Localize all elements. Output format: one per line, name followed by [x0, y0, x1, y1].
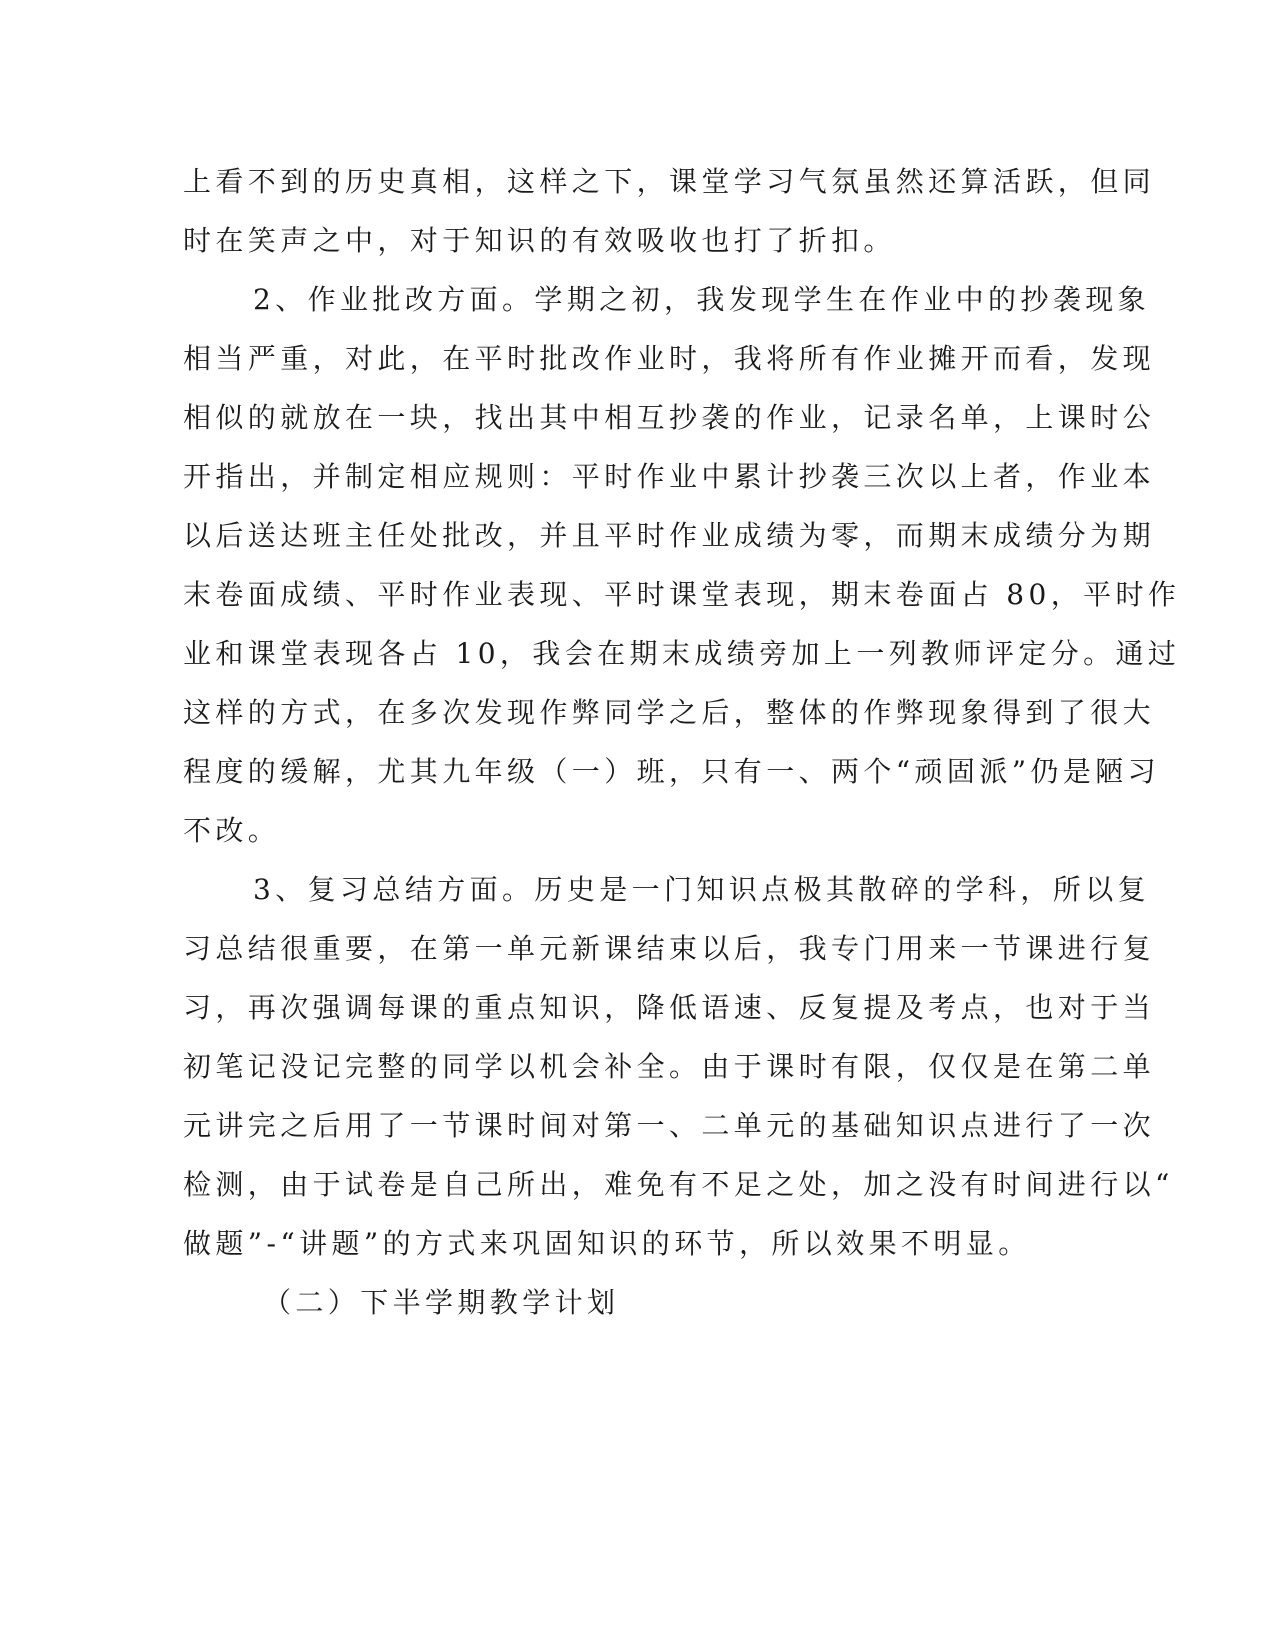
- text-line: 相似的就放在一块，找出其中相互抄袭的作业，记录名单，上课时公: [183, 401, 1156, 434]
- text-line: 检测，由于试卷是自己所出，难免有不足之处，加之没有时间进行以“: [183, 1168, 1174, 1201]
- text-line: 业和课堂表现各占 10，我会在期末成绩旁加上一列教师评定分。通过: [183, 637, 1181, 670]
- text-line: 做题”-“讲题”的方式来巩固知识的环节，所以效果不明显。: [183, 1227, 1031, 1260]
- text-line: 不改。: [183, 814, 281, 847]
- text-line: 相当严重，对此，在平时批改作业时，我将所有作业摊开而看，发现: [183, 342, 1156, 375]
- text-line: 习总结很重要，在第一单元新课结束以后，我专门用来一节课进行复: [183, 932, 1156, 965]
- text-line: 2、作业批改方面。学期之初，我发现学生在作业中的抄袭现象: [253, 283, 1151, 316]
- text-line: 以后送达班主任处批改，并且平时作业成绩为零，而期末成绩分为期: [183, 519, 1156, 552]
- text-line: 元讲完之后用了一节课时间对第一、二单元的基础知识点进行了一次: [183, 1109, 1156, 1142]
- text-line: 这样的方式，在多次发现作弊同学之后，整体的作弊现象得到了很大: [183, 696, 1156, 729]
- text-line: 开指出，并制定相应规则：平时作业中累计抄袭三次以上者，作业本: [183, 460, 1156, 493]
- text-line: 初笔记没记完整的同学以机会补全。由于课时有限，仅仅是在第二单: [183, 1050, 1156, 1083]
- text-line: 习，再次强调每课的重点知识，降低语速、反复提及考点，也对于当: [183, 991, 1156, 1024]
- text-line: 末卷面成绩、平时作业表现、平时课堂表现，期末卷面占 80，平时作: [183, 578, 1181, 611]
- text-line: 程度的缓解，尤其九年级（一）班，只有一、两个“顽固派”仍是陋习: [183, 755, 1161, 788]
- text-line: 3、复习总结方面。历史是一门知识点极其散碎的学科，所以复: [253, 873, 1151, 906]
- text-line: 上看不到的历史真相，这样之下，课堂学习气氛虽然还算活跃，但同: [183, 165, 1156, 198]
- text-line: 时在笑声之中，对于知识的有效吸收也打了折扣。: [183, 224, 896, 257]
- section-heading: （二）下半学期教学计划: [263, 1286, 620, 1319]
